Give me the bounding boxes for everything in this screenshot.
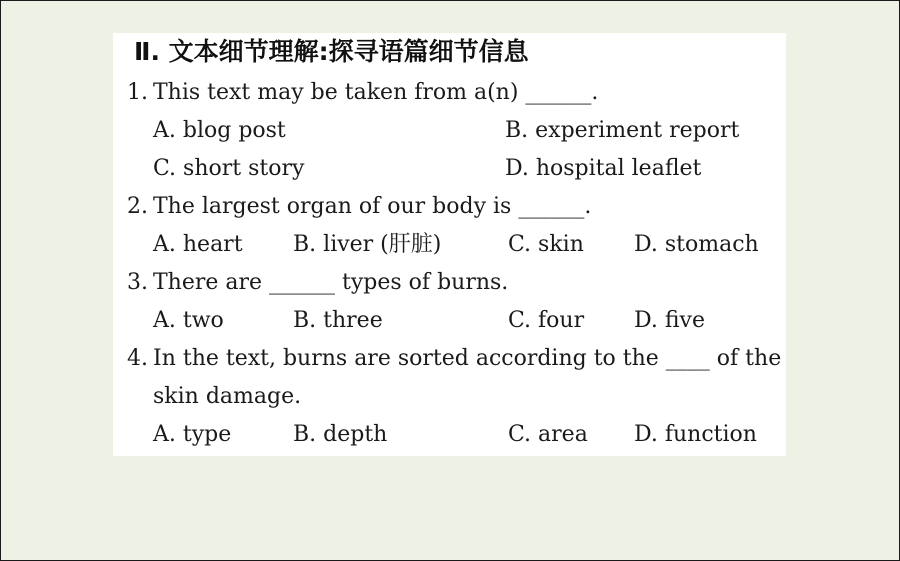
- question-text: This text may be taken from a(n) ______.: [153, 80, 599, 105]
- question-1: [127, 78, 598, 108]
- q4-option-c: C. area: [508, 422, 588, 447]
- q1-option-d: D. hospital leaflet: [505, 156, 702, 181]
- q4-option-b: B. depth: [293, 422, 388, 447]
- q2-option-b: B. liver (肝脏): [293, 232, 442, 257]
- section-heading: Ⅱ. 文本细节理解:探寻语篇细节信息: [134, 37, 529, 66]
- question-text: The largest organ of our body is ______.: [153, 194, 592, 219]
- question-4-continuation: skin damage.: [153, 384, 302, 409]
- q1-option-a: A. blog post: [153, 118, 286, 143]
- question-number: 4.: [127, 346, 148, 371]
- question-number: 2.: [127, 194, 148, 219]
- q2-option-d: D. stomach: [634, 232, 759, 257]
- q3-option-d: D. five: [634, 308, 705, 333]
- q1-option-b: B. experiment report: [505, 118, 740, 143]
- question-text: In the text, burns are sorted according to the ____ of the: [153, 346, 782, 371]
- q4-option-a: A. type: [153, 422, 232, 447]
- question-number: 1.: [127, 80, 148, 105]
- q3-option-c: C. four: [508, 308, 585, 333]
- q3-option-a: A. two: [153, 308, 224, 333]
- q4-option-d: D. function: [634, 422, 757, 447]
- q3-option-b: B. three: [293, 308, 383, 333]
- question-number: 3.: [127, 270, 148, 295]
- q2-option-c: C. skin: [508, 232, 584, 257]
- q1-option-c: C. short story: [153, 156, 305, 181]
- q2-option-a: A. heart: [153, 232, 243, 257]
- question-4: [127, 344, 781, 374]
- question-text: There are ______ types of burns.: [153, 270, 509, 295]
- question-3: [127, 268, 508, 298]
- question-2: [127, 192, 591, 222]
